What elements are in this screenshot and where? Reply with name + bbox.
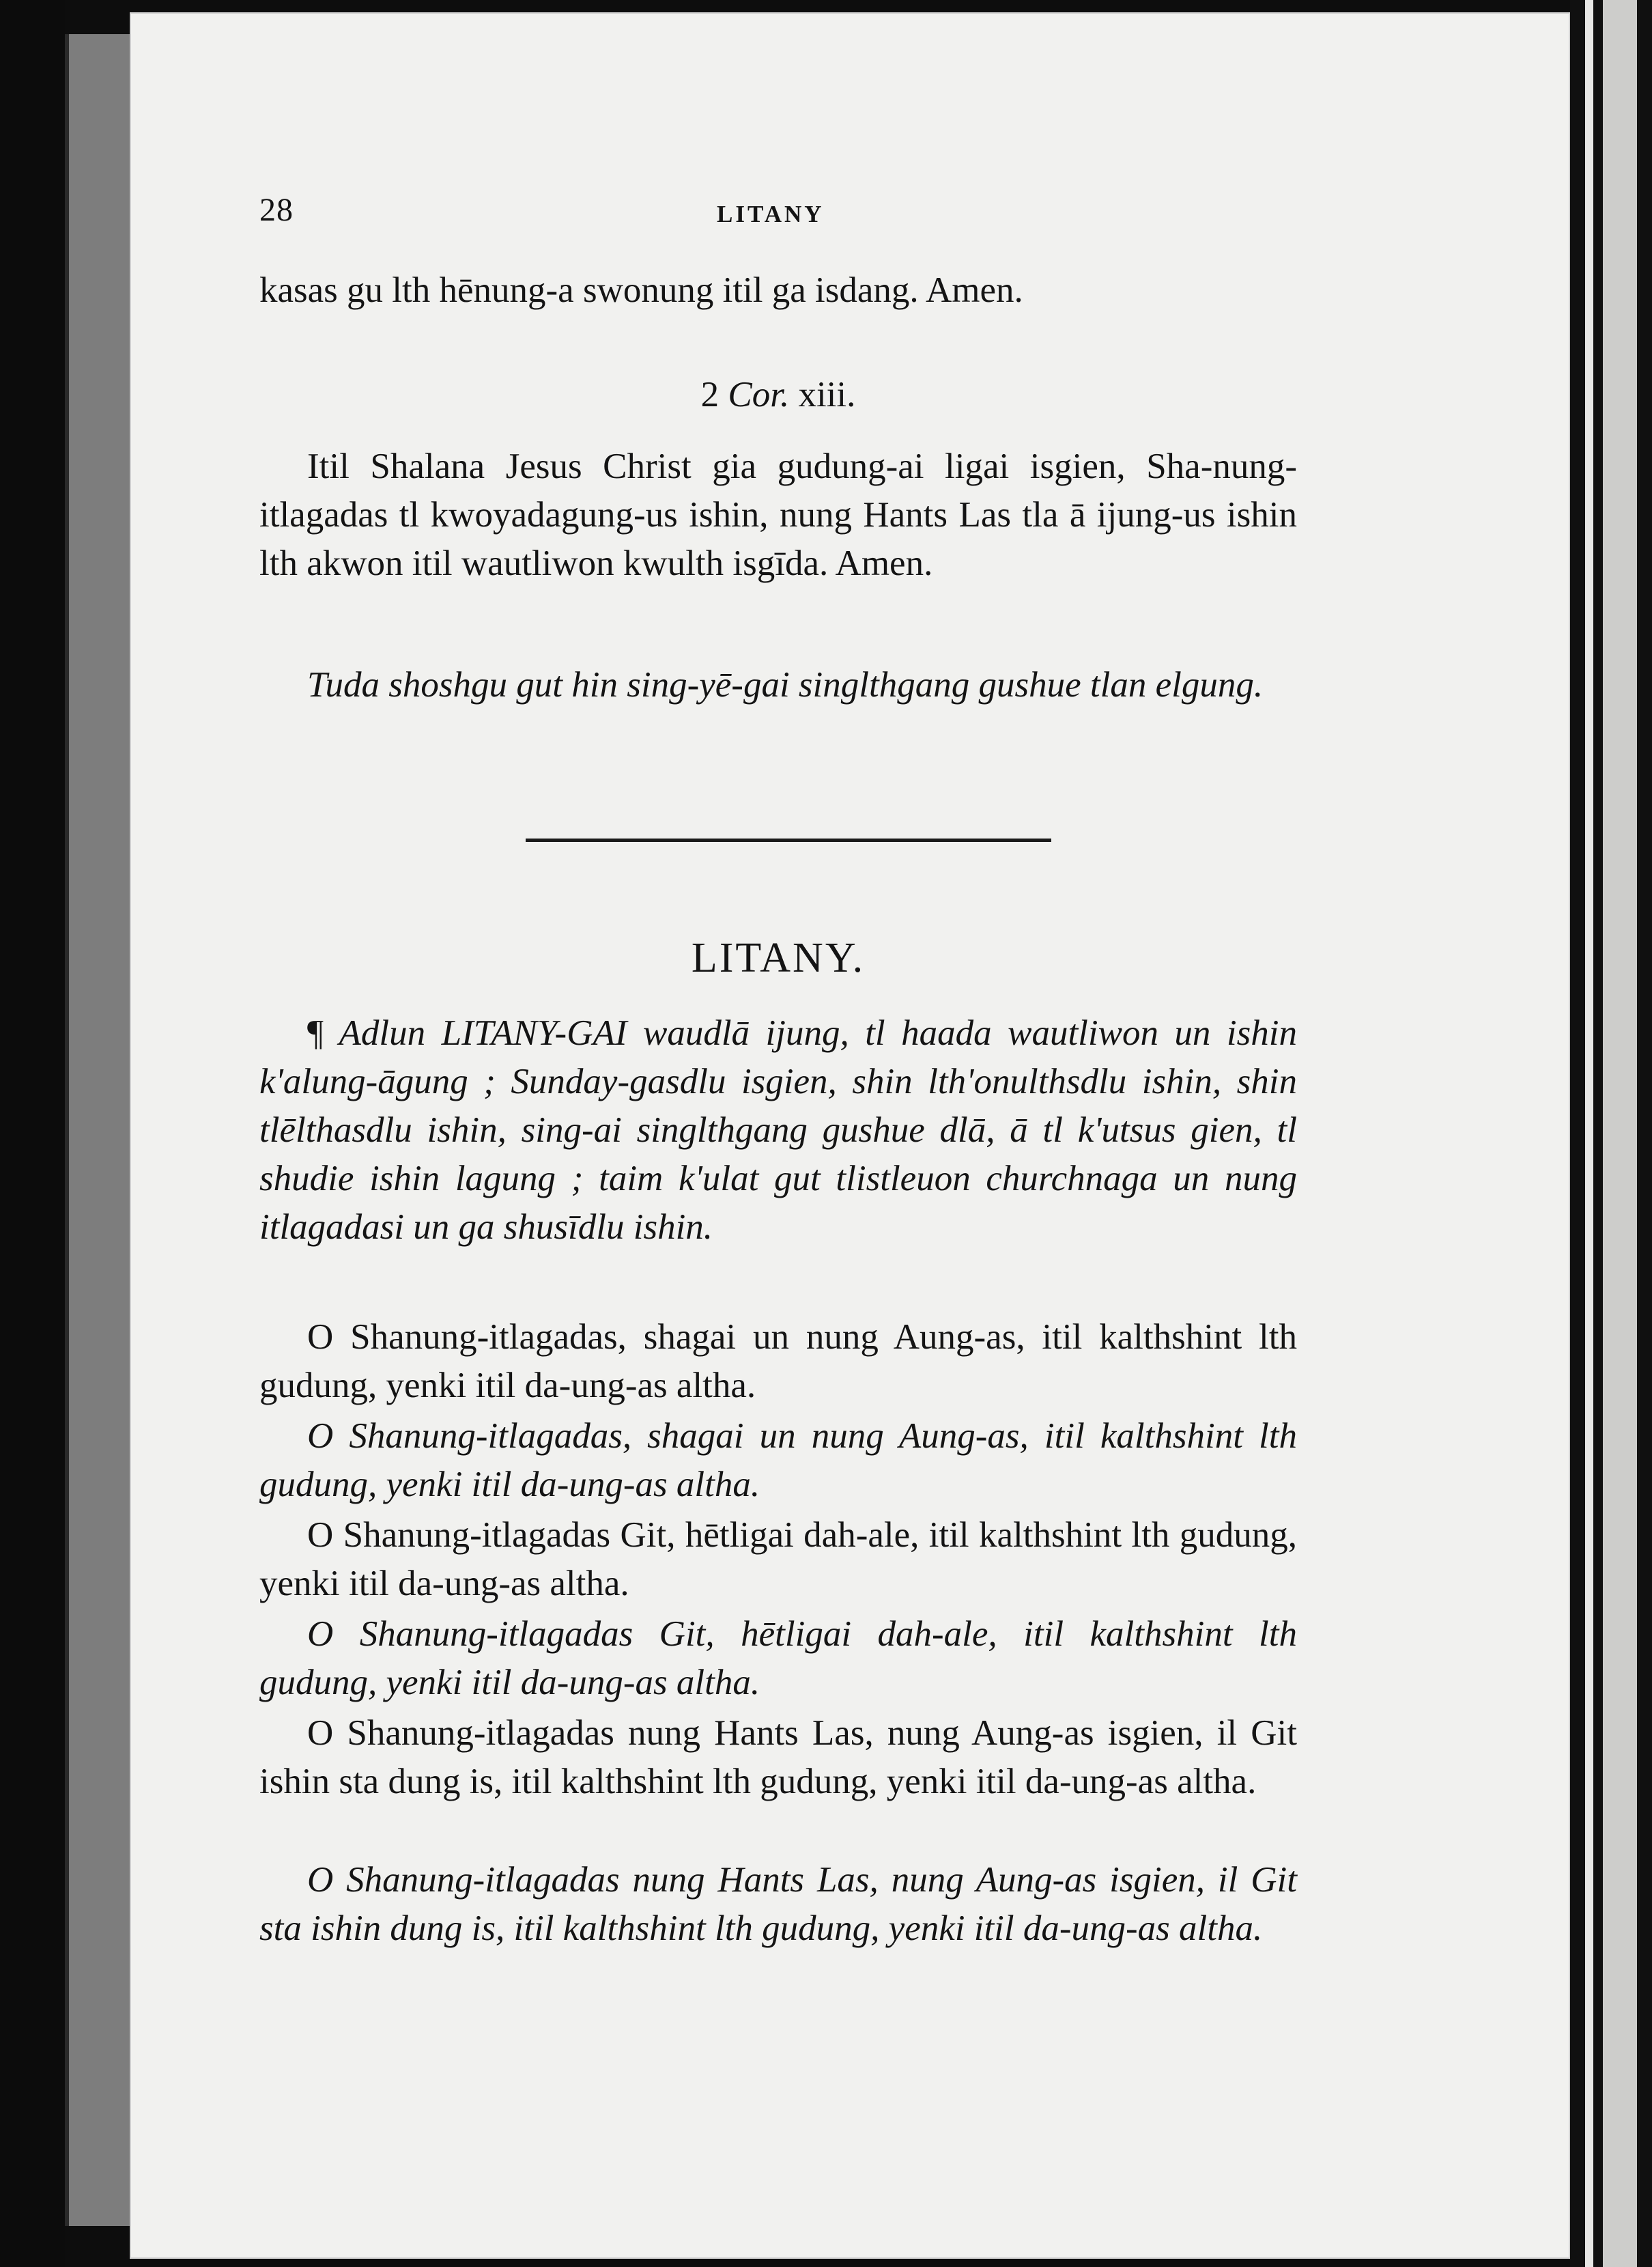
running-head [130, 191, 1304, 239]
rubric-part-1: Adlun [339, 1013, 442, 1053]
litany-rubric-paragraph [259, 1009, 1297, 1252]
closing-prayer-paragraph: kasas gu lth hēnung-a swonung itil ga isdang. Amen. [259, 270, 1023, 310]
page-edge-line [1585, 0, 1593, 2267]
petition-1-minister: O Shanung-itlagadas, shagai un nung Aung-as, itil kalthshint lth gudung, yenki itil da-ung-as altha. [259, 1317, 1297, 1405]
scripture-ref-book: Cor. [728, 375, 790, 414]
petition-2-response: O Shanung-itlagadas Git, hētligai dah-ale, itil kalthshint lth gudung, yenki itil da-ung-as altha. [259, 1614, 1297, 1702]
scripture-ref-prefix: 2 [700, 375, 728, 414]
section-title: LITANY. [691, 935, 866, 981]
page-edge-band [1603, 0, 1637, 2267]
page-number: 28 [259, 192, 294, 228]
rubric-part-2: waudlā ijung, tl haada wautliwon un ishin k'alung-āgung ; Sunday-gasdlu isgien, shin lth'onulthsdlu ishin, shin tlēlthasdlu ishin, sing-ai singlthgang gushue dlā, ā tl k'utsus gien, tl shudie ishin lagung ; taim k'ulat gut tlistleuon churchnaga un nung itlagadasi un ga shusīdlu ishin. [259, 1013, 1297, 1247]
running-title: LITANY [717, 201, 825, 227]
book-spine [0, 0, 65, 2267]
petition-3-response: O Shanung-itlagadas nung Hants Las, nung Aung-as isgien, il Git sta ishin dung is, itil kalthshint lth gudung, yenki itil da-ung-as altha. [259, 1860, 1297, 1948]
grace-paragraph: Itil Shalana Jesus Christ gia gudung-ai ligai isgien, Sha-nung-itlagadas tl kwoyadagung-us ishin, nung Hants Las tla ā ijung-us ishin lth akwon itil wautliwon kwulth isgīda. Amen. [259, 447, 1297, 583]
petition-1-response: O Shanung-itlagadas, shagai un nung Aung-as, itil kalthshint lth gudung, yenki itil da-ung-as altha. [259, 1416, 1297, 1504]
previous-page-edge [65, 34, 134, 2226]
scripture-ref-suffix: xiii. [789, 375, 856, 414]
book-page [130, 12, 1570, 2259]
petition-2-minister: O Shanung-itlagadas Git, hētligai dah-ale, itil kalthshint lth gudung, yenki itil da-ung-as altha. [259, 1515, 1297, 1603]
petition-3-minister: O Shanung-itlagadas nung Hants Las, nung Aung-as isgien, il Git ishin sta dung is, itil kalthshint lth gudung, yenki itil da-ung-as altha. [259, 1713, 1297, 1801]
pilcrow-mark: ¶ [307, 1013, 324, 1053]
scripture-reference [259, 374, 1297, 415]
rubric-end-paragraph: Tuda shoshgu gut hin sing-yē-gai singlthgang gushue tlan elgung. [307, 665, 1264, 705]
section-divider [526, 839, 1051, 842]
next-page-edge [1570, 0, 1652, 2267]
rubric-caps: LITANY-GAI [441, 1013, 627, 1053]
